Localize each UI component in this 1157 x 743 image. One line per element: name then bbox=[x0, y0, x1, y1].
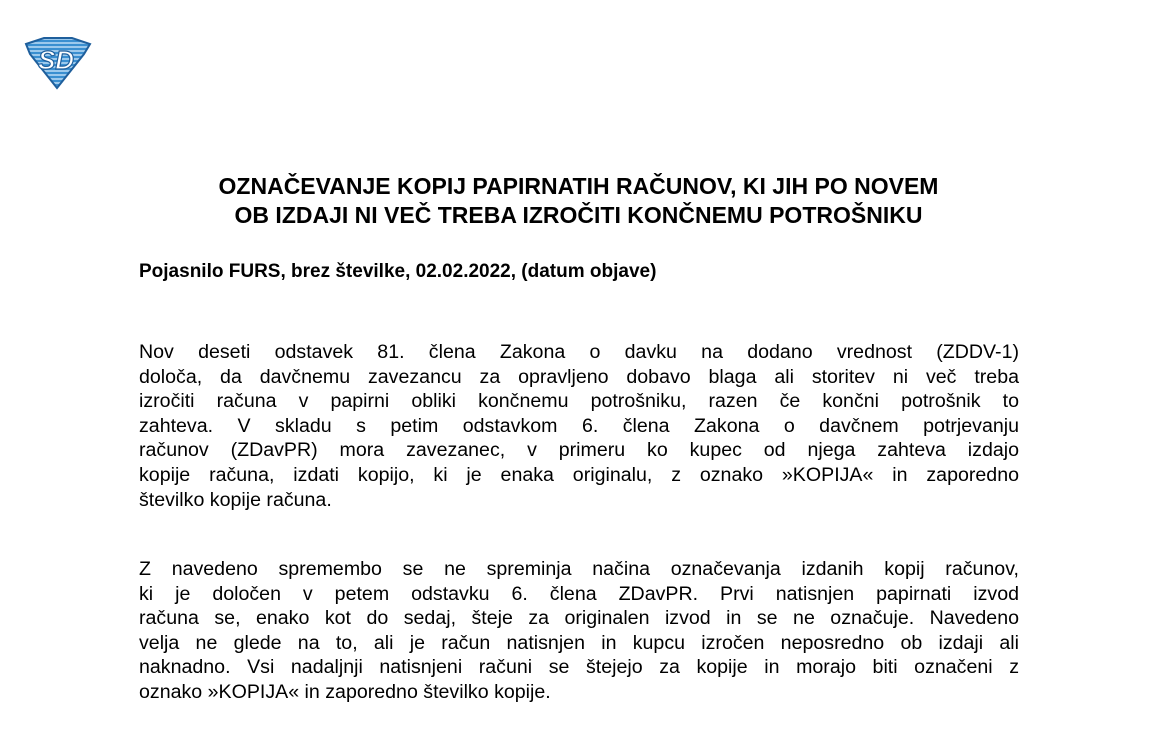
paragraph-line: določa, da davčnemu zavezancu za opravljeno dobavo blaga ali storitev ni več treba bbox=[139, 365, 1019, 388]
paragraph-2 bbox=[139, 557, 1019, 705]
logo-text: SD bbox=[37, 45, 75, 75]
paragraph-1 bbox=[139, 340, 1019, 512]
paragraph-line: ki je določen v petem odstavku 6. člena ZDavPR. Prvi natisnjen papirnati izvod bbox=[139, 582, 1019, 605]
paragraph-line: naknadno. Vsi nadaljnji natisnjeni računi se štejejo za kopije in morajo biti označeni z bbox=[139, 656, 1019, 679]
paragraph-line: izročiti računa v papirni obliki končnemu potrošniku, razen če končni potrošnik to bbox=[139, 390, 1019, 413]
paragraph-line: številko kopije računa. bbox=[139, 488, 332, 511]
paragraph-line: oznako »KOPIJA« in zaporedno številko kopije. bbox=[139, 680, 551, 703]
sd-shield-logo-icon bbox=[20, 36, 94, 90]
paragraph-line: velja ne glede na to, ali je račun natisnjen in kupcu izročen neposredno ob izdaji ali bbox=[139, 631, 1019, 654]
paragraph-line: Z navedeno spremembo se ne spreminja načina označevanja izdanih kopij računov, bbox=[139, 558, 1019, 580]
title-line-1: OZNAČEVANJE KOPIJ PAPIRNATIH RAČUNOV, KI JIH PO NOVEM bbox=[218, 173, 939, 199]
paragraph-line: Nov deseti odstavek 81. člena Zakona o davku na dodano vrednost (ZDDV-1) bbox=[139, 341, 1019, 363]
document-subtitle: Pojasnilo FURS, brez številke, 02.02.2022, (datum objave) bbox=[139, 261, 657, 282]
paragraph-line: računov (ZDavPR) mora zavezanec, v primeru ko kupec od njega zahteva izdajo bbox=[139, 439, 1019, 462]
sd-logo bbox=[20, 36, 94, 90]
document-title bbox=[60, 172, 1097, 230]
paragraph-line: kopije računa, izdati kopijo, ki je enaka originalu, z oznako »KOPIJA« in zaporedno bbox=[139, 463, 1019, 486]
paragraph-line: računa se, enako kot do sedaj, šteje za originalen izvod in se ne označuje. Navedeno bbox=[139, 607, 1019, 630]
paragraph-line: zahteva. V skladu s petim odstavkom 6. člena Zakona o davčnem potrjevanju bbox=[139, 414, 1019, 437]
title-line-2: OB IZDAJI NI VEČ TREBA IZROČITI KONČNEMU POTROŠNIKU bbox=[234, 202, 923, 228]
